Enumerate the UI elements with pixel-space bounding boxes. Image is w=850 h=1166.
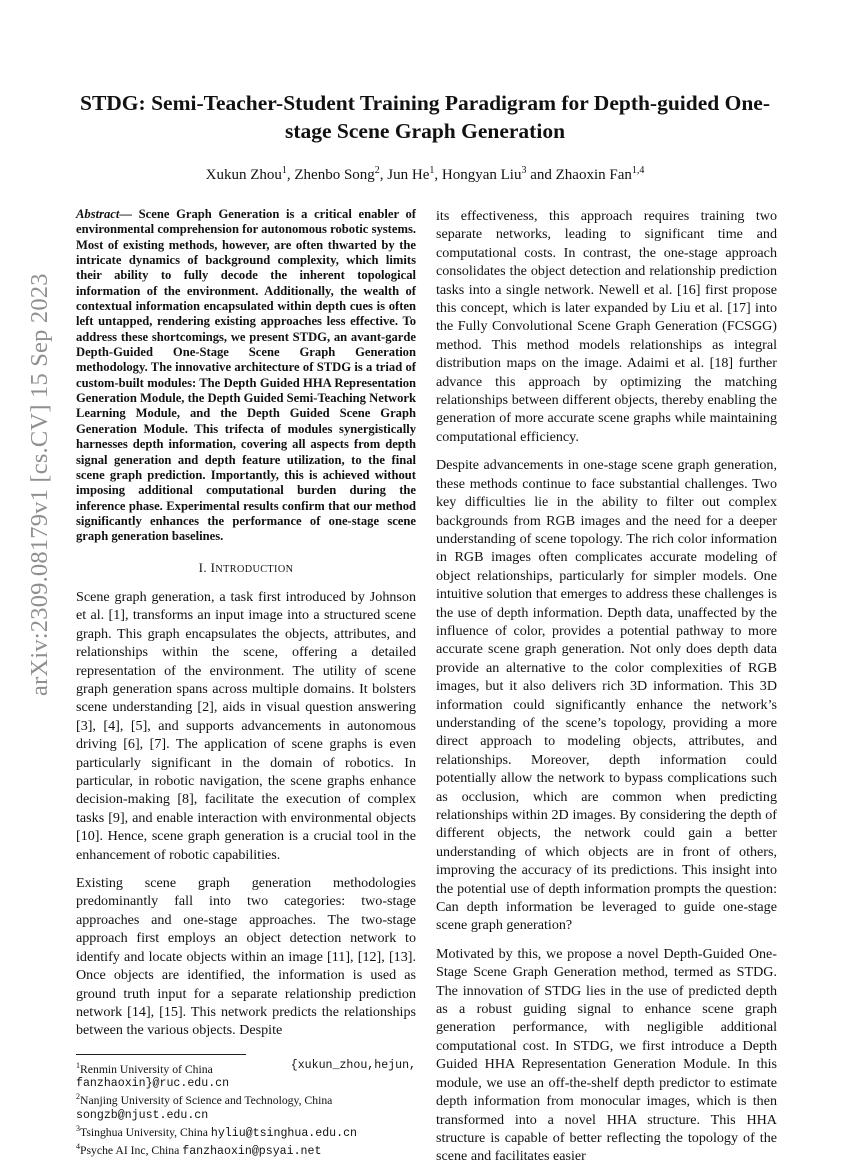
- abstract-label: Abstract: [76, 207, 120, 221]
- footnote-3: $^3$Tsinghua University, China hyliu@tsinghua.edu.cn: [76, 1124, 357, 1141]
- paper-title: STDG: Semi-Teacher-Student Training Paradigram for Depth-guided One-stage Scene Graph Generation: [79, 91, 770, 143]
- author: Zhenbo Song$^2$,: [294, 165, 388, 183]
- paragraph: its effectiveness, this approach requires training two separate networks, leading to significant time and computational costs. In contrast, the one-stage approach consolidates the object detection and relationship prediction tasks into a single network. Newell et al. [16] first propose this concept, which is later expanded by Liu et al. [17] into the Fully Convolutional Scene Graph Generation (FCSGG) method. This method models relationships as integral distribution maps on the image. Adaimi et al. [18] further advance this approach by optimizing the matching relationships between different objects, thereby enabling the generation of more accurate scene graphs while maintaining computational efficiency.: [436, 208, 777, 445]
- author: Zhaoxin Fan$^{1,4}$: [555, 165, 645, 183]
- author: Jun He$^1$,: [387, 165, 442, 183]
- footnote-rule: [76, 1054, 246, 1055]
- footnotes: [76, 1059, 416, 1159]
- paragraph: Existing scene graph generation methodologies predominantly fall into two categories: two-stage approaches and one-stage approaches. The two-stage approach first employs an object detection network to identify and locate objects within an image [11], [12], [13]. Once objects are identified, the information is used as ground truth input for a separate relationship prediction network [14], [15]. This network predicts the relationships between the various objects. Despite: [76, 875, 416, 1039]
- footnote-2: $^2$Nanjing University of Science and Technology, China songzb@njust.edu.cn: [76, 1092, 333, 1122]
- right-column: [436, 207, 777, 1166]
- paragraph: Despite advancements in one-stage scene graph generation, these methods continue to face substantial challenges. Two key difficulties lie in the ability to filter out complex backgrounds from RGB images and the need for a deeper understanding of scene topology. The rich color information in RGB images often complicates accurate modeling of object relationships, particularly for simpler models. One intuitive solution that emerges to address these challenges is the use of depth information. Depth data, unaffected by the influence of color, provides a potential pathway to more accurate scene graph generation. Not only does depth data provide an alternative to the color complexities of RGB images, but it also delivers rich 3D information. This 3D information could significantly enhance the network’s understanding of the scene’s topology, providing a more direct approach to modeling objects, attributes, and relationships. Moreover, depth information could potentially allow the network to bypass complications such as occlusion, which are common when predicting relationships within 2D images. By considering the depth of different objects, the network could gain a better understanding of which objects are in front of others, improving the accuracy of its predictions. This insight into the potential use of depth information prompts the question: Can depth information be leveraged to guide one-stage scene graph generation?: [436, 457, 777, 934]
- author-list: [60, 165, 790, 184]
- paragraph: Scene graph generation, a task first introduced by Johnson et al. [1], transforms an input image into a structured scene graph. This graph encapsulates the objects, attributes, and relationships within the scene, offering a detailed representation of the environment. The utility of scene graph generation spans across multiple domains. It bolsters scene understanding [2], aids in visual question answering [3], [4], [5], and supports advancements in autonomous driving [6], [7]. The application of scene graphs is even particularly significant in the domain of robotics. In particular, in robotic navigation, the scene graphs enhance decision-making [8], facilitate the execution of complex tasks [9], and enable interaction with environmental objects [10]. Hence, scene graph generation is a crucial tool in the enhancement of robotic capabilities.: [76, 588, 416, 863]
- section-heading-introduction: I. INTRODUCTION: [198, 559, 294, 575]
- footnote-4: $^4$Psyche AI Inc, China fanzhaoxin@psyai.net: [76, 1142, 322, 1159]
- arxiv-stamp-text: arXiv:2309.08179v1 [cs.CV] 15 Sep 2023: [26, 273, 53, 696]
- abstract: Abstract— Scene Graph Generation is a critical enabler of environmental comprehension for autonomous robotic systems. Most of existing methods, however, are often thwarted by the intricate dynamics of background complexity, which limits their ability to fully decode the inherent topological information of the environment. Additionally, the wealth of contextual information encapsulated within depth cues is often left untapped, rendering existing approaches less effective. To address these shortcomings, we present STDG, an avant-garde Depth-Guided One-Stage Scene Graph Generation methodology. The innovative architecture of STDG is a triad of custom-built modules: The Depth Guided HHA Representation Generation Module, the Depth Guided Semi-Teaching Network Learning Module, and the Depth Guided Scene Graph Generation Module. This trifecta of modules synergistically harnesses depth information, covering all aspects from depth signal generation and depth feature utilization, to the final scene graph prediction. Importantly, this is achieved without imposing additional computational burden during the inference phase. Experimental results confirm that our method significantly enhances the performance of one-stage scene graph generation baselines.: [76, 207, 417, 544]
- left-column: [76, 207, 416, 1159]
- author: Xukun Zhou$^1$,: [205, 165, 295, 183]
- paragraph: Motivated by this, we propose a novel Depth-Guided One-Stage Scene Graph Generation method, termed as STDG. The innovation of STDG lies in the use of predicted depth as a robust guiding signal to enhance scene graph generation performance, with negligible additional computational cost. In STDG, we first introduce a Depth Guided HHA Representation Generation Module. In this module, we use an off-the-shelf depth predictor to estimate depth information from monocular images, which is then transformed into a novel HHA structure. This HHA structure is capable of better reflecting the topology of the scene and facilitates easier: [436, 945, 777, 1165]
- abstract-text: Scene Graph Generation is a critical enabler of environmental comprehension for autonomous robotic systems. Most of existing methods, however, are often thwarted by the intricate dynamics of background complexity, which limits their ability to fully decode the inherent topological information of the environment. Additionally, the wealth of contextual information encapsulated within depth cues is often left untapped, rendering existing approaches less effective. To address these shortcomings, we present STDG, an avant-garde Depth-Guided One-Stage Scene Graph Generation methodology. The innovative architecture of STDG is a triad of custom-built modules: The Depth Guided HHA Representation Generation Module, the Depth Guided Semi-Teaching Network Learning Module, and the Depth Guided Scene Graph Generation Module. This trifecta of modules synergistically harnesses depth information, covering all aspects from depth signal generation and depth feature utilization, to the final scene graph prediction. Importantly, this is achieved without imposing additional computational burden during the inference phase. Experimental results confirm that our method significantly enhances the performance of one-stage scene graph generation baselines.: [76, 207, 417, 544]
- arxiv-side-stamp: [26, 273, 53, 696]
- author: Hongyan Liu$^3$ and: [441, 165, 556, 183]
- footnote-1: $^1$Renmin University of China {xukun_zhou,hejun, fanzhaoxin}@ruc.edu.cn: [76, 1058, 416, 1091]
